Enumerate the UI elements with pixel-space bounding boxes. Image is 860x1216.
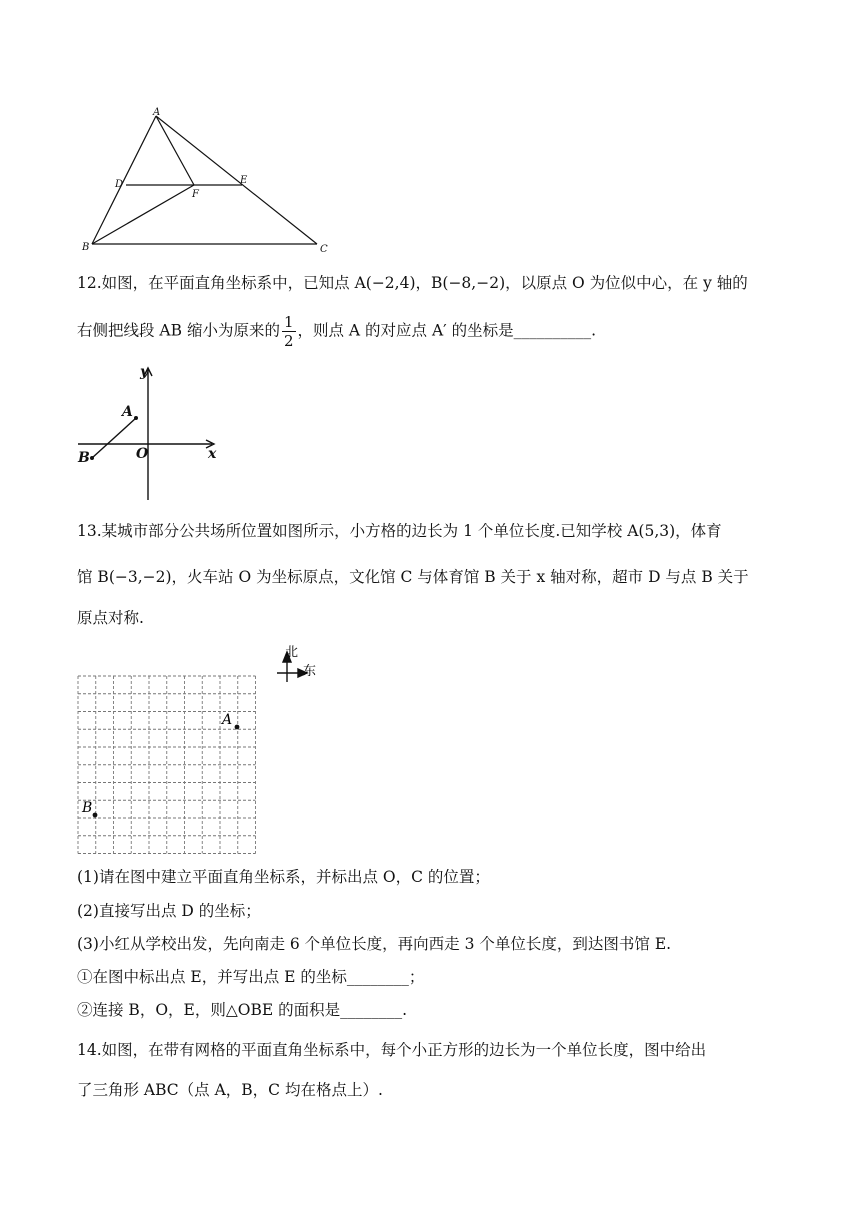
label-c: C: [320, 244, 328, 255]
label-a: A: [122, 404, 133, 420]
segment-af: [156, 116, 194, 185]
q13-part1: (1)请在图中建立平面直角坐标系，并标出点 O，C 的位置；: [77, 868, 490, 886]
label-b: B: [82, 800, 93, 816]
triangle-figure: [80, 105, 340, 260]
q12-line2-b: ，则点 A 的对应点 A′ 的坐标是__________.: [297, 321, 597, 340]
label-e: E: [240, 175, 248, 186]
q14-line1: 14.如图，在带有网格的平面直角坐标系中，每个小正方形的边长为一个单位长度，图中给出: [77, 1041, 707, 1059]
grid-figure: [74, 640, 334, 856]
label-f: F: [192, 189, 199, 200]
segment-ab: [92, 418, 136, 458]
q13-line3: 原点对称.: [77, 609, 144, 627]
q13-part2: (2)直接写出点 D 的坐标；: [77, 902, 261, 920]
q12-line1: 12.如图，在平面直角坐标系中，已知点 A(−2,4)，B(−8,−2)，以原点 O 为位似中心，在 y 轴的: [77, 274, 748, 292]
label-a: A: [153, 107, 161, 118]
q13-part3a: ①在图中标出点 E，并写出点 E 的坐标________；: [77, 968, 425, 986]
axes-figure: [74, 362, 234, 504]
q14-line2: 了三角形 ABC（点 A，B，C 均在格点上）.: [77, 1081, 383, 1099]
label-d: D: [115, 179, 124, 190]
label-east: 东: [303, 664, 317, 679]
fraction-one-half: [282, 313, 296, 350]
point-a: [235, 725, 240, 730]
q13-part3b: ②连接 B，O，E，则△OBE 的面积是________.: [77, 1001, 408, 1019]
label-x: x: [208, 446, 217, 462]
point-b: [93, 813, 98, 818]
label-y: y: [140, 364, 149, 380]
label-b: B: [78, 450, 90, 466]
q12-line2: [77, 313, 596, 350]
segment-ac: [156, 116, 317, 244]
label-b: B: [82, 242, 90, 253]
label-o: O: [136, 446, 149, 462]
frac-numerator: 1: [283, 313, 294, 331]
label-north: 北: [285, 645, 299, 660]
frac-denominator: 2: [283, 332, 294, 350]
q13-line2: 馆 B(−3,−2)，火车站 O 为坐标原点，文化馆 C 与体育馆 B 关于 x 轴对称，超市 D 与点 B 关于: [77, 568, 749, 586]
q12-line2-a: 右侧把线段 AB 缩小为原来的: [77, 321, 280, 340]
q13-part3: (3)小红从学校出发，先向南走 6 个单位长度，再向西走 3 个单位长度，到达图书馆 E.: [77, 935, 672, 953]
q13-line1: 13.某城市部分公共场所位置如图所示，小方格的边长为 1 个单位长度.已知学校 A(5,3)，体育: [77, 522, 722, 540]
point-a: [134, 416, 138, 420]
label-a: A: [222, 712, 233, 728]
point-b: [90, 456, 94, 460]
